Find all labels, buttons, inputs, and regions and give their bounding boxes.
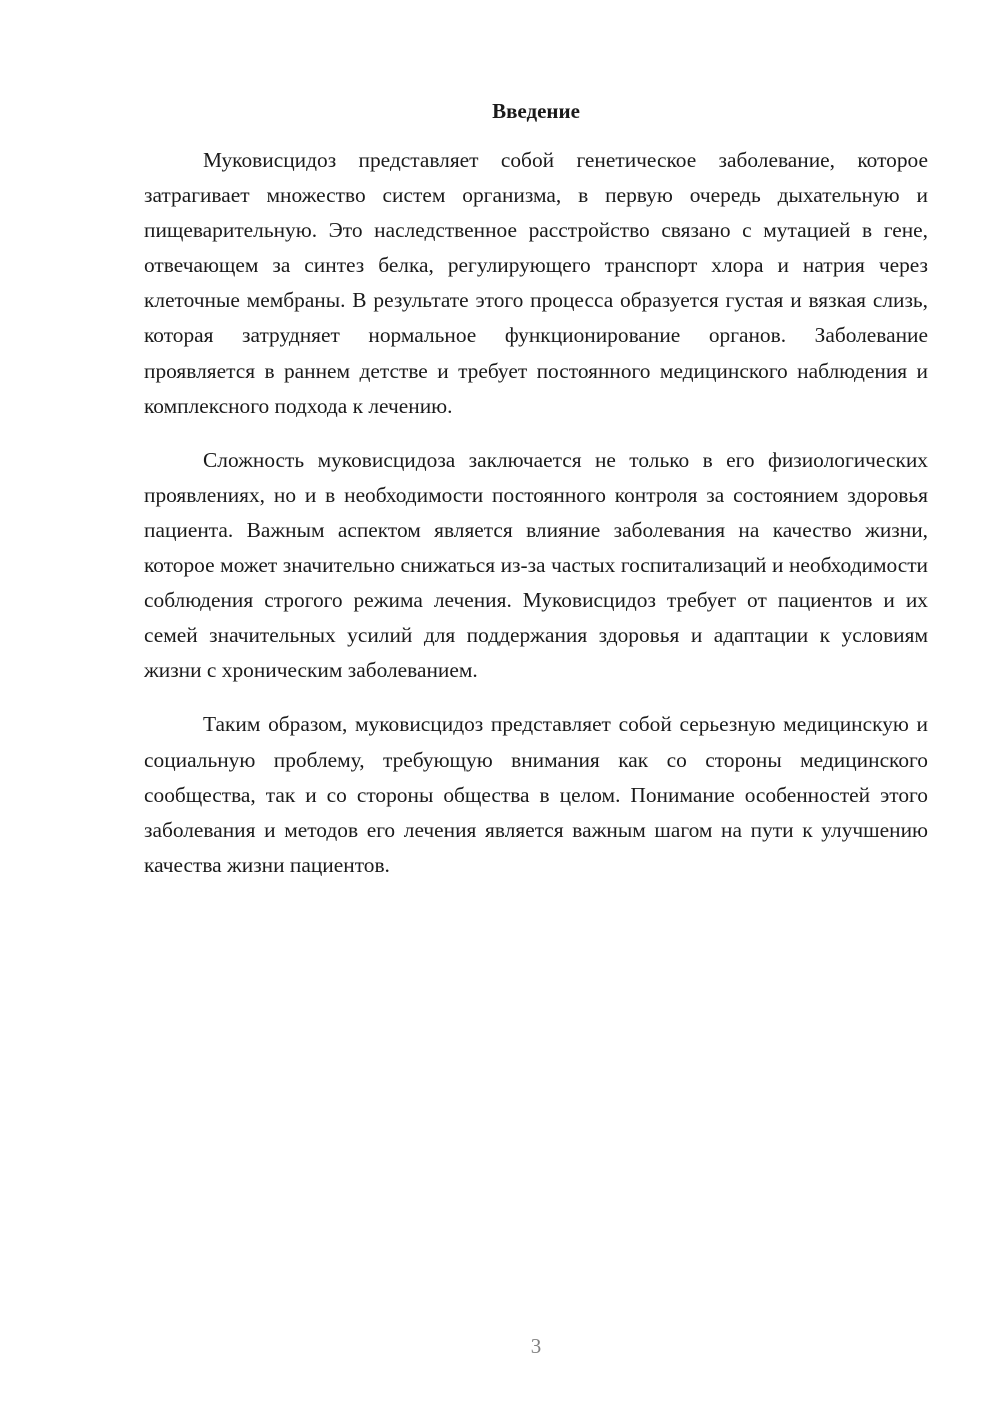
- paragraph-2: Сложность муковисцидоза заключается не только в его физиологических проявлениях, но и в необходимости постоянного контроля за состоянием здоровья пациента. Важным аспектом является влияние заболевания на качество жизни, которое может значительно снижаться из-за частых госпитализаций и необходимости соблюдения строгого режима лечения. Муковисцидоз требует от пациентов и их семей значительных усилий для поддержания здоровья и адаптации к условиям жизни с хроническим заболеванием.: [144, 447, 928, 683]
- paragraph-1: Муковисцидоз представляет собой генетическое заболевание, которое затрагивает множество систем организма, в первую очередь дыхательную и пищеварительную. Это наследственное расстройство связано с мутацией в гене, отвечающем за синтез белка, регулирующего транспорт хлора и натрия через клеточные мембраны. В результате этого процесса образуется густая и вязкая слизь, которая затрудняет нормальное функционирование органов. Заболевание проявляется в раннем детстве и требует постоянного медицинского наблюдения и комплексного подхода к лечению.: [144, 148, 928, 418]
- body-text: [144, 143, 928, 902]
- section-heading: Введение: [492, 99, 580, 123]
- page-number: 3: [530, 1334, 542, 1358]
- paragraph-3: Таким образом, муковисцидоз представляет собой серьезную медицинскую и социальную проблему, требующую внимания как со стороны медицинского сообщества, так и со стороны общества в целом. Понимание особенностей этого заболевания и методов его лечения является важным шагом на пути к улучшению качества жизни пациентов.: [144, 712, 928, 877]
